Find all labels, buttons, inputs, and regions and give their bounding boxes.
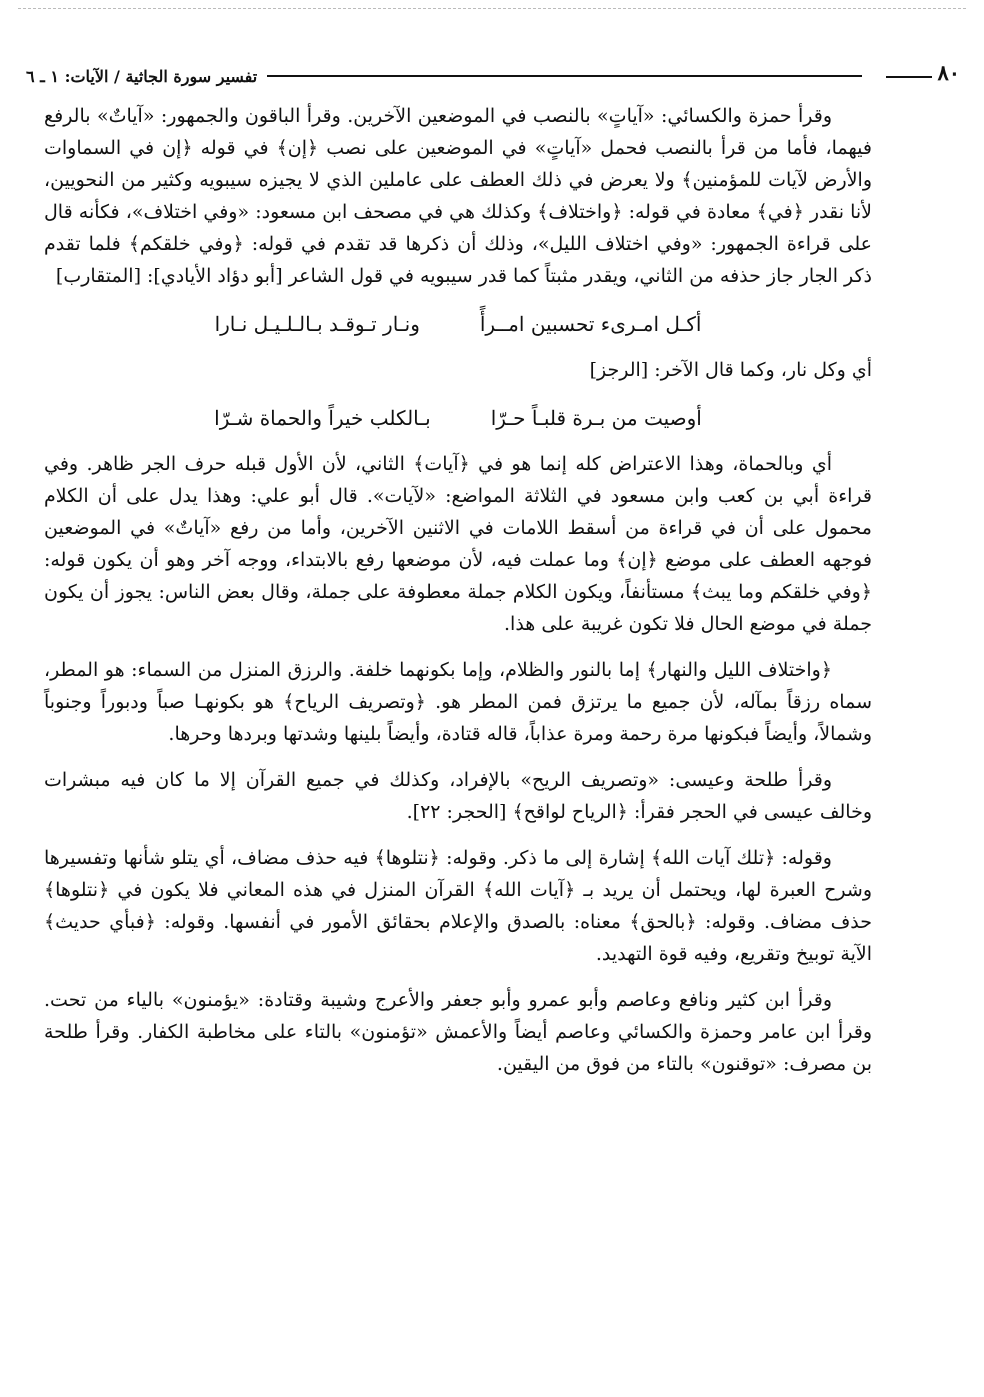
verse-2-first-hemistich: أوصيت من بـرة قلبـاً حـرّا: [490, 406, 702, 430]
paragraph-5: وقوله: ﴿تلك آيات الله﴾ إشارة إلى ما ذكر. وقوله: ﴿نتلوها﴾ فيه حذف مضاف، أي يتلو شأنها وتفسيرها وشرح العبرة لها، ويحتمل أن يريد بـ ﴿آيات الله﴾ القرآن المنزل في هذه المعاني فلا يكون في ﴿نتلوها﴾ حذف مضاف. وقوله: ﴿بالحق﴾ معناه: بالصدق والإعلام بحقائق الأمور في أنفسها. وقوله: ﴿فبأي حديث﴾ الآية توبيخ وتقريع، وفيه قوة التهديد.: [44, 847, 872, 965]
page-number: ٨٠: [937, 60, 960, 85]
paragraph-2: أي وبالحماة، وهذا الاعتراض كله إنما هو في ﴿آيات﴾ الثاني، لأن الأول قبله حرف الجر ظاهر. وفي قراءة أبي بن كعب وابن مسعود في الثلاثة المواضع: «لآيات». قال أبو علي: وهذا يدل على أن الكلام محمول على أن في قراءة من أسقط اللامات في الاثنين الآخرين، وأما من رفع «آياتٌ» في الموضعين فوجهه العطف على موضع ﴿إن﴾ وما عملت فيه، لأن موضعها رفع بالابتداء، ووجه آخر وهو أن يكون قوله: ﴿وفي خلقكم وما يبث﴾ مستأنفاً، ويكون الكلام جملة معطوفة على جملة، وقال بعض الناس: يجوز أن يكون جملة في موضع الحال فلا تكون غريبة على هذا.: [44, 453, 872, 635]
paragraph-3: ﴿واختلاف الليل والنهار﴾ إما بالنور والظلام، وإما بكونهما خلفة. والرزق المنزل من السماء: هو المطر، سماه رزقاً بمآله، لأن جميع ما يرتزق فمن المطر هو. ﴿وتصريف الرياح﴾ هو بكونهـا صباً ودبوراً وجنوباً وشمالاً، وأيضاً فبكونها مرة رحمة ومرة عذاباً، قاله قتادة، وأيضاً بلينها وشدتها وبردها وحرها.: [44, 659, 872, 745]
verse-2: [44, 402, 872, 434]
paragraph-6: وقرأ ابن كثير ونافع وعاصم وأبو عمرو وأبو جعفر والأعرج وشيبة وقتادة: «يؤمنون» بالياء من تحت. وقرأ ابن عامر وحمزة والكسائي وعاصم أيضاً والأعمش «تؤمنون» بالتاء على مخاطبة الكفار. وقرأ طلحة بن مصرف: «توقنون» بالتاء من فوق من اليقين.: [44, 989, 872, 1075]
verse-1-first-hemistich: أكـل امـرىء تحسبين امــرأً: [479, 312, 702, 336]
verse-1-second-hemistich: ونـار تـوقـد بـالـلـيـل نـارا: [214, 312, 420, 336]
running-title: تفسير سورة الجاثية / الآيات: ١ ـ ٦: [26, 66, 258, 86]
verse-2-second-hemistich: بـالكلب خيراً والحماة شـرّا: [214, 406, 431, 430]
page-header: [26, 60, 960, 90]
paragraph-1: وقرأ حمزة والكسائي: «آياتٍ» بالنصب في الموضعين الآخرين. وقرأ الباقون والجمهور: «آياتٌ» بالرفع فيهما، فأما من قرأ بالنصب فحمل «آياتٍ» في الموضعين على نصب ﴿إن﴾ في قوله ﴿إن في السماوات والأرض لآيات للمؤمنين﴾ ولا يعرض في ذلك العطف على عاملين الذي لا يجيزه سيبويه وكثير من النحويين، لأنا نقدر ﴿في﴾ معادة في قوله: ﴿واختلاف﴾ وكذلك هي في مصحف ابن مسعود: «وفي اختلاف»، فكأنه قال على قراءة الجمهور: «وفي اختلاف الليل»، وذلك أن ذكرها قد تقدم في قوله: ﴿وفي خلقكم﴾ فلما تقدم ذكر الجار جاز حذفه من الثاني، ويقدر مثبتاً كما قدر سيبويه في قول الشاعر [أبو دؤاد الأيادي]: [المتقارب]: [44, 105, 872, 287]
verse-1: [44, 308, 872, 340]
main-text: [44, 100, 872, 1080]
paragraph-4: وقرأ طلحة وعيسى: «وتصريف الريح» بالإفراد، وكذلك في جميع القرآن إلا ما كان فيه مبشرات وخالف عيسى في الحجر فقرأ: ﴿الرياح لواقح﴾ [الحجر: ٢٢].: [44, 769, 872, 823]
header-rule: [267, 75, 862, 77]
header-rule-short: [886, 76, 932, 78]
scan-edge-rule: [18, 8, 966, 9]
verse-intro: أي وكل نار، وكما قال الآخر: [الرجز]: [589, 359, 872, 381]
